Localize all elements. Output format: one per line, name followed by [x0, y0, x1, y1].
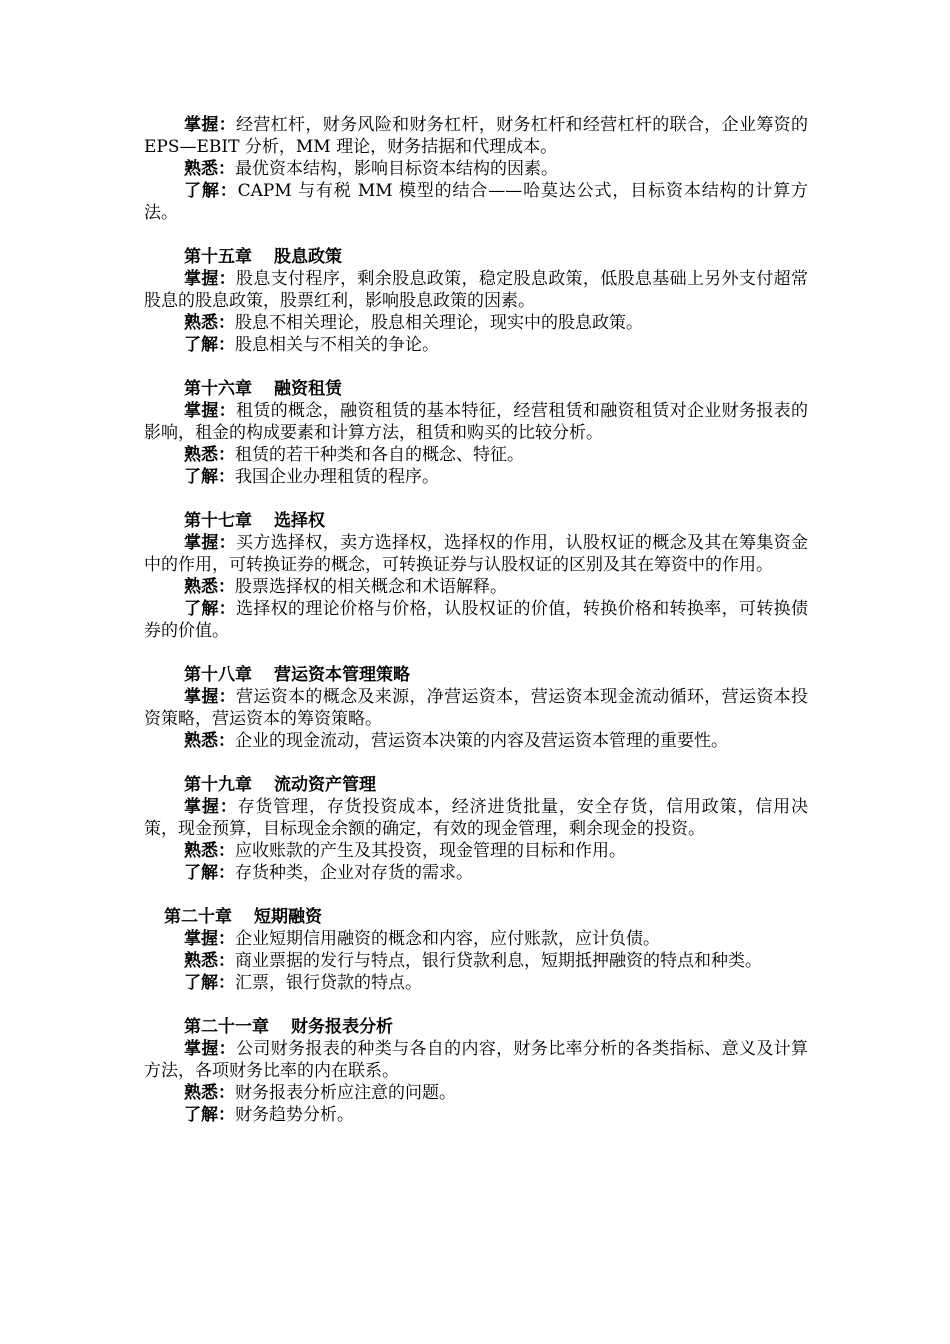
requirement-label: 熟悉：: [184, 445, 235, 465]
chapter-number: 第十五章: [184, 247, 252, 267]
requirement-label: 掌握：: [184, 929, 235, 949]
requirement-text: 财务报表分析应注意的问题。: [235, 1083, 456, 1103]
requirement-label: 熟悉：: [184, 1083, 235, 1103]
requirement-text: 汇票，银行贷款的特点。: [235, 973, 422, 993]
requirement-label: 了解：: [184, 599, 237, 619]
chapter-section: [144, 664, 808, 752]
chapter-number: 第十六章: [184, 379, 252, 399]
requirement-label: 掌握：: [184, 115, 237, 135]
chapter-heading: [144, 906, 808, 928]
requirement-label: 了解：: [184, 973, 235, 993]
requirement-label: 熟悉：: [184, 313, 235, 333]
requirement-paragraph: [144, 730, 808, 752]
requirement-paragraph: [144, 1104, 808, 1126]
requirement-paragraph: [144, 532, 808, 576]
requirement-text: 存货种类，企业对存货的需求。: [235, 863, 473, 883]
requirement-label: 掌握：: [184, 401, 237, 421]
requirement-paragraph: [144, 796, 808, 840]
chapter-number: 第十七章: [184, 511, 252, 531]
requirement-paragraph: [144, 1082, 808, 1104]
requirement-paragraph: [144, 972, 808, 994]
requirement-paragraph: [144, 1038, 808, 1082]
chapter-title: 营运资本管理策略: [274, 665, 410, 685]
requirement-label: 掌握：: [184, 687, 237, 707]
requirement-paragraph: [144, 444, 808, 466]
chapter-section: [144, 378, 808, 488]
requirement-label: 熟悉：: [184, 841, 235, 861]
chapter-heading: [144, 378, 808, 400]
requirement-label: 掌握：: [184, 797, 238, 817]
requirement-text: 买方选择权，卖方选择权，选择权的作用，认股权证的概念及其在筹集资金中的作用，可转换证券的概念，可转换证券与认股权证的区别及其在筹资中的作用。: [144, 533, 809, 575]
chapter-title: 财务报表分析: [291, 1017, 393, 1037]
requirement-paragraph: [144, 180, 808, 224]
chapter-number: 第二十章: [164, 907, 232, 927]
requirement-label: 熟悉：: [184, 159, 235, 179]
requirement-text: 股票选择权的相关概念和术语解释。: [235, 577, 507, 597]
requirement-paragraph: [144, 598, 808, 642]
chapter-heading: [144, 774, 808, 796]
requirement-text: 租赁的若干种类和各自的概念、特征。: [235, 445, 524, 465]
requirement-paragraph: [144, 268, 808, 312]
requirement-paragraph: [144, 334, 808, 356]
requirement-paragraph: [144, 862, 808, 884]
chapter-heading: [144, 1016, 808, 1038]
chapter-number: 第二十一章: [184, 1017, 269, 1037]
requirement-text: 股息相关与不相关的争论。: [235, 335, 439, 355]
requirement-text: 应收账款的产生及其投资，现金管理的目标和作用。: [235, 841, 626, 861]
requirement-paragraph: [144, 928, 808, 950]
requirement-text: 存货管理，存货投资成本，经济进货批量，安全存货，信用政策，信用决策，现金预算，目标现金余额的确定，有效的现金管理，剩余现金的投资。: [144, 797, 809, 839]
chapter-section: [144, 510, 808, 642]
requirement-text: 经营杠杆，财务风险和财务杠杆，财务杠杆和经营杠杆的联合，企业筹资的 EPS—EBIT 分析，MM 理论，财务拮据和代理成本。: [144, 115, 809, 157]
chapter-title: 股息政策: [274, 247, 342, 267]
requirement-text: 股息不相关理论，股息相关理论，现实中的股息政策。: [235, 313, 643, 333]
requirement-text: 选择权的理论价格与价格，认股权证的价值，转换价格和转换率，可转换债券的价值。: [144, 599, 809, 641]
requirement-text: 商业票据的发行与特点，银行贷款利息，短期抵押融资的特点和种类。: [235, 951, 762, 971]
chapter-section: [144, 1016, 808, 1126]
requirement-label: 掌握：: [184, 269, 237, 289]
requirement-text: 企业的现金流动，营运资本决策的内容及营运资本管理的重要性。: [235, 731, 728, 751]
chapter-section: [144, 906, 808, 994]
requirement-text: 股息支付程序，剩余股息政策，稳定股息政策，低股息基础上另外支付超常股息的股息政策，股票红利，影响股息政策的因素。: [144, 269, 809, 311]
requirement-label: 掌握：: [184, 1039, 237, 1059]
requirement-paragraph: [144, 950, 808, 972]
chapter-heading: [144, 664, 808, 686]
document-page: [144, 114, 808, 1126]
requirement-label: 掌握：: [184, 533, 237, 553]
requirement-label: 熟悉：: [184, 731, 235, 751]
chapter-section: [144, 114, 808, 224]
requirement-paragraph: [144, 466, 808, 488]
requirement-label: 了解：: [184, 181, 238, 201]
chapter-section: [144, 246, 808, 356]
chapter-heading: [144, 246, 808, 268]
chapter-number: 第十八章: [184, 665, 252, 685]
requirement-text: 营运资本的概念及来源，净营运资本，营运资本现金流动循环，营运资本投资策略，营运资本的筹资策略。: [144, 687, 809, 729]
chapter-title: 选择权: [274, 511, 325, 531]
requirement-label: 熟悉：: [184, 951, 235, 971]
chapter-section: [144, 774, 808, 884]
requirement-paragraph: [144, 576, 808, 598]
chapter-heading: [144, 510, 808, 532]
requirement-paragraph: [144, 312, 808, 334]
requirement-paragraph: [144, 158, 808, 180]
chapter-number: 第十九章: [184, 775, 252, 795]
requirement-text: 公司财务报表的种类与各自的内容，财务比率分析的各类指标、意义及计算方法，各项财务比率的内在联系。: [144, 1039, 809, 1081]
requirement-paragraph: [144, 114, 808, 158]
requirement-text: CAPM 与有税 MM 模型的结合——哈莫达公式，目标资本结构的计算方法。: [144, 181, 809, 223]
requirement-text: 企业短期信用融资的概念和内容，应付账款，应计负债。: [235, 929, 660, 949]
requirement-text: 财务趋势分析。: [235, 1105, 354, 1125]
requirement-paragraph: [144, 400, 808, 444]
requirement-label: 了解：: [184, 863, 235, 883]
chapter-title: 流动资产管理: [274, 775, 376, 795]
requirement-text: 租赁的概念，融资租赁的基本特征，经营租赁和融资租赁对企业财务报表的影响，租金的构成要素和计算方法，租赁和购买的比较分析。: [144, 401, 809, 443]
requirement-paragraph: [144, 840, 808, 862]
chapter-title: 短期融资: [254, 907, 322, 927]
requirement-text: 最优资本结构，影响目标资本结构的因素。: [235, 159, 558, 179]
requirement-text: 我国企业办理租赁的程序。: [235, 467, 439, 487]
requirement-label: 了解：: [184, 335, 235, 355]
chapter-title: 融资租赁: [274, 379, 342, 399]
requirement-label: 熟悉：: [184, 577, 235, 597]
requirement-label: 了解：: [184, 1105, 235, 1125]
requirement-label: 了解：: [184, 467, 235, 487]
requirement-paragraph: [144, 686, 808, 730]
